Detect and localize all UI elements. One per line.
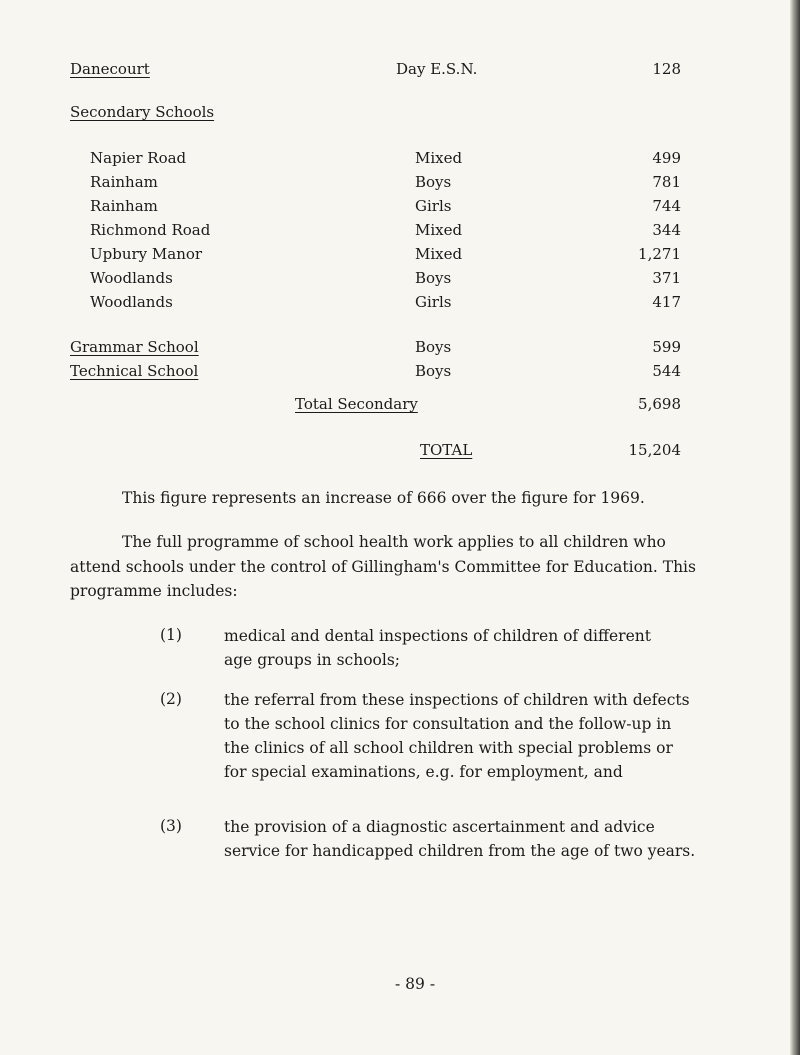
item-line: age groups in schools; — [224, 651, 400, 669]
header-right: 128 — [652, 60, 681, 78]
grand-total-value: 15,204 — [628, 441, 681, 459]
school-type: Girls — [415, 197, 452, 215]
item-number: (2) — [160, 690, 182, 708]
school-type: Boys — [415, 173, 452, 191]
item-line: for special examinations, e.g. for employment, and — [224, 763, 623, 781]
paragraph-line: programme includes: — [70, 582, 238, 600]
school-type: Boys — [415, 362, 452, 380]
school-name: Technical School — [70, 362, 199, 380]
school-count: 344 — [652, 221, 681, 239]
total-secondary-value: 5,698 — [638, 395, 681, 413]
item-line: the clinics of all school children with special problems or — [224, 739, 673, 757]
school-name: Rainham — [90, 173, 158, 191]
school-count: 1,271 — [638, 245, 681, 263]
total-secondary-label: Total Secondary — [295, 395, 418, 413]
school-type: Mixed — [415, 221, 463, 239]
school-count: 417 — [652, 293, 681, 311]
school-name: Woodlands — [90, 269, 173, 287]
paragraph-line: The full programme of school health work applies to all children who — [122, 533, 666, 551]
item-text — [224, 624, 704, 672]
grand-total-label: TOTAL — [420, 441, 473, 459]
item-line: the referral from these inspections of children with defects — [224, 691, 690, 709]
school-type: Boys — [415, 269, 452, 287]
school-name: Richmond Road — [90, 221, 211, 239]
school-count: 544 — [652, 362, 681, 380]
school-name: Upbury Manor — [90, 245, 203, 263]
page-edge-shadow — [790, 0, 800, 1055]
header-center: Day E.S.N. — [396, 60, 478, 78]
school-name: Woodlands — [90, 293, 173, 311]
item-line: the provision of a diagnostic ascertainment and advice — [224, 818, 655, 836]
item-line: medical and dental inspections of children of different — [224, 627, 651, 645]
school-type: Mixed — [415, 149, 463, 167]
item-line: service for handicapped children from the age of two years. — [224, 842, 696, 860]
item-number: (3) — [160, 817, 182, 835]
school-count: 599 — [652, 338, 681, 356]
school-type: Mixed — [415, 245, 463, 263]
school-count: 371 — [652, 269, 681, 287]
item-text — [224, 688, 704, 784]
item-line: to the school clinics for consultation and the follow-up in — [224, 715, 672, 733]
school-name: Napier Road — [90, 149, 187, 167]
school-type: Boys — [415, 338, 452, 356]
school-count: 781 — [652, 173, 681, 191]
paragraph-line: attend schools under the control of Gillingham's Committee for Education. This — [70, 558, 696, 576]
section-title: Secondary Schools — [70, 103, 215, 121]
school-count: 499 — [652, 149, 681, 167]
item-text — [224, 815, 704, 863]
header-left: Danecourt — [70, 60, 150, 78]
increase-paragraph: This figure represents an increase of 666 over the figure for 1969. — [122, 489, 645, 507]
school-type: Girls — [415, 293, 452, 311]
school-name: Rainham — [90, 197, 158, 215]
school-count: 744 — [652, 197, 681, 215]
item-number: (1) — [160, 626, 182, 644]
page-number: - 89 - — [395, 975, 436, 993]
school-name: Grammar School — [70, 338, 199, 356]
